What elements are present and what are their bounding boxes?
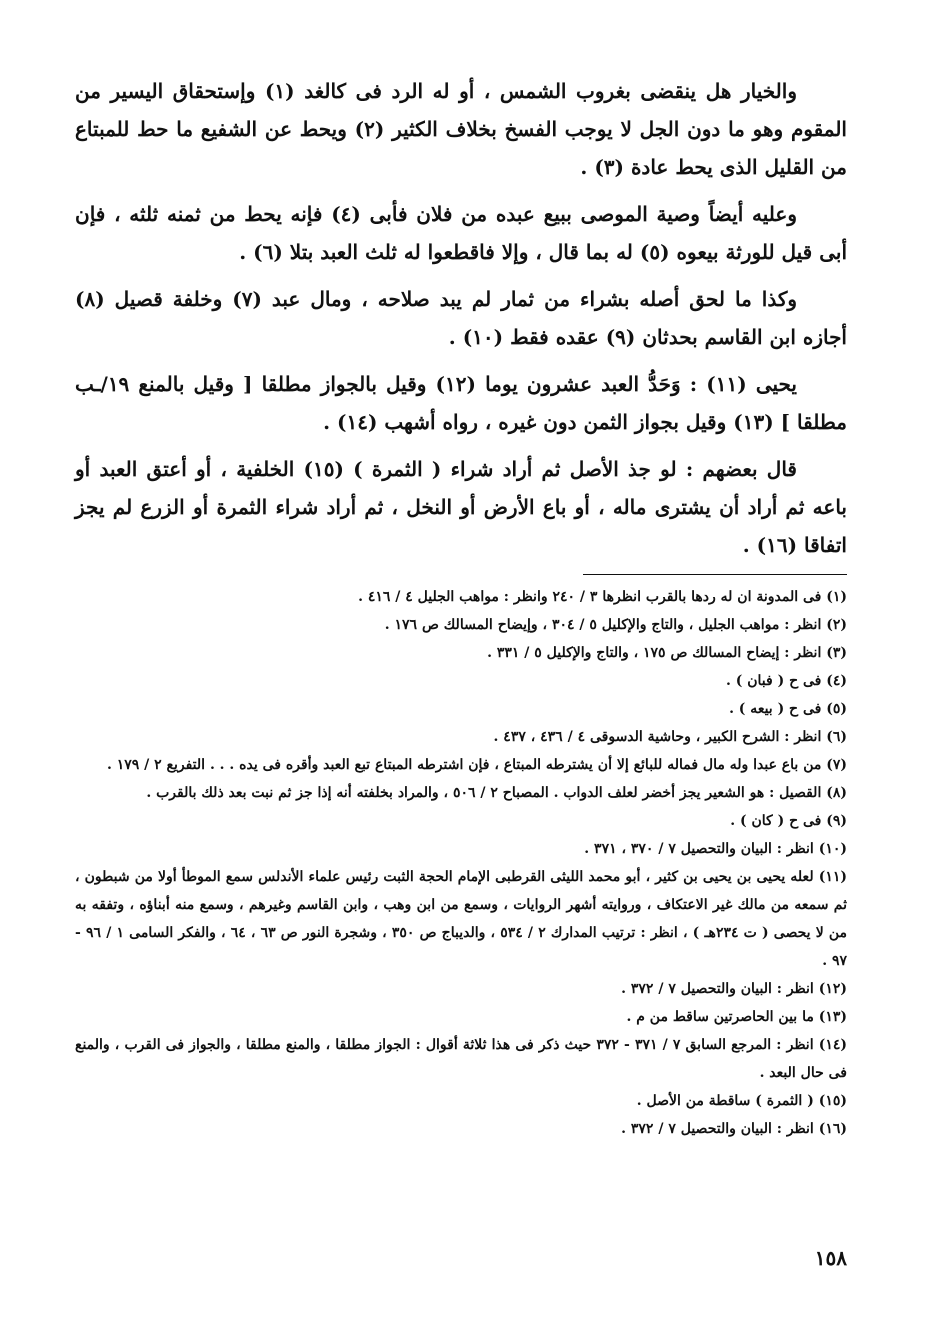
footnote: (٩) فى ح ( كان ) . bbox=[730, 813, 847, 829]
footnote: (٧) من باع عبدا وله مال فماله للبائع إلا أن يشترطه المبتاع ، فإن اشترطه المبتاع تبع العبد وأقره فى يده . . . التفريع ٢ / ١٧٩ . bbox=[106, 757, 847, 773]
footnote: (٨) القصيل : هو الشعير يجز أخضر لعلف الدواب . المصباح ٢ / ٥٠٦ ، والمراد بخلفته أنه إذا جز ثم نبت بعد ذلك بالقرب . bbox=[146, 785, 847, 801]
page-content bbox=[75, 72, 847, 1143]
footnote: (٢) انظر : مواهب الجليل ، والتاج والإكليل ٥ / ٣٠٤ ، وإيضاح المسالك ص ١٧٦ . bbox=[384, 617, 847, 633]
footnotes-list bbox=[75, 583, 847, 1143]
footnote: (٣) انظر : إيضاح المسالك ص ١٧٥ ، والتاج والإكليل ٥ / ٣٣١ . bbox=[487, 645, 847, 661]
footnote: (١٣) ما بين الحاصرتين ساقط من م . bbox=[626, 1009, 847, 1025]
page-number: ١٥٨ bbox=[814, 1246, 847, 1270]
main-text bbox=[75, 72, 847, 564]
footnote: (٥) فى ح ( بيعه ) . bbox=[729, 701, 847, 717]
footnote: (١٢) انظر : البيان والتحصيل ٧ / ٣٧٢ . bbox=[621, 981, 847, 997]
footnote: (١٤) انظر : المرجع السابق ٧ / ٣٧١ - ٣٧٢ حيث ذكر فى هذا ثلاثة أقوال : الجواز مطلقا ، والمنع مطلقا ، والجواز فى القرب ، والمنع فى حال البعد . bbox=[75, 1037, 847, 1081]
footnote: (١١) لعله يحيى بن يحيى بن كثير ، أبو محمد الليثى القرطبى الإمام الحجة الثبت رئيس علماء الأندلس سمع الموطأ أولا من شبطون ، ثم سمعه من مالك غير الاعتكاف ، وروايته أشهر الروايات ، وسمع من ابن وهب ، وابن القاسم وغيرهم ، وسمع منه أبناؤه ، وتفقه به من لا يحصى ( ت ٢٣٤هـ ) ، انظر : ترتيب المدارك ٢ / ٥٣٤ ، والديباج ص ٣٥٠ ، وشجرة النور ص ٦٣ ، ٦٤ ، والفكر السامى ١ / ٩٦ - ٩٧ . bbox=[75, 869, 847, 969]
paragraph: قال بعضهم : لو جذ الأصل ثم أراد شراء ( الثمرة ) (١٥) الخلفية ، أو أعتق العبد أو باعه ثم أراد أن يشترى ماله ، أو باع الأرض أو النخل ، ثم أراد شراء الثمرة أو الزرع لم يجز اتفاقا (١٦) . bbox=[75, 457, 847, 557]
paragraph: وعليه أيضاً وصية الموصى ببيع عبده من فلان فأبى (٤) فإنه يحط من ثمنه ثلثه ، فإن أبى قيل للورثة بيعوه (٥) له بما قال ، وإلا فاقطعوا له ثلث العبد بتلا (٦) . bbox=[75, 202, 847, 264]
footnote: (١٦) انظر : البيان والتحصيل ٧ / ٣٧٢ . bbox=[621, 1121, 847, 1137]
paragraph: والخيار هل ينقضى بغروب الشمس ، أو له الرد فى كالغد (١) وإستحقاق اليسير من المقوم وهو ما دون الجل لا يوجب الفسخ بخلاف الكثير (٢) ويحط عن الشفيع ما حط للمبتاع من القليل الذى يحط عادة (٣) . bbox=[75, 79, 847, 179]
footnote: (١٥) ( الثمرة ) ساقطة من الأصل . bbox=[636, 1093, 847, 1109]
paragraph: وكذا ما لحق أصله بشراء من ثمار لم يبد صلاحه ، ومال عبد (٧) وخلفة قصيل (٨) أجازه ابن القاسم بحدثان (٩) عقده فقط (١٠) . bbox=[75, 287, 847, 349]
footnote-divider bbox=[583, 574, 847, 575]
footnote: (٦) انظر : الشرح الكبير ، وحاشية الدسوقى ٤ / ٤٣٦ ، ٤٣٧ . bbox=[493, 729, 847, 745]
footnote: (٤) فى ح ( فبان ) . bbox=[725, 673, 847, 689]
paragraph: يحيى (١١) : وَحَدُّ العبد عشرون يوما (١٢) وقيل بالجواز مطلقا [ وقيل بالمنع ١٩/ـب مطلقا ] (١٣) وقيل بجواز الثمن دون غيره ، رواه أشهب (١٤) . bbox=[75, 372, 847, 434]
footnote: (١) فى المدونة ان له ردها بالقرب انظرها ٣ / ٢٤٠ وانظر : مواهب الجليل ٤ / ٤١٦ . bbox=[358, 589, 847, 605]
footnote: (١٠) انظر : البيان والتحصيل ٧ / ٣٧٠ ، ٣٧١ . bbox=[584, 841, 847, 857]
